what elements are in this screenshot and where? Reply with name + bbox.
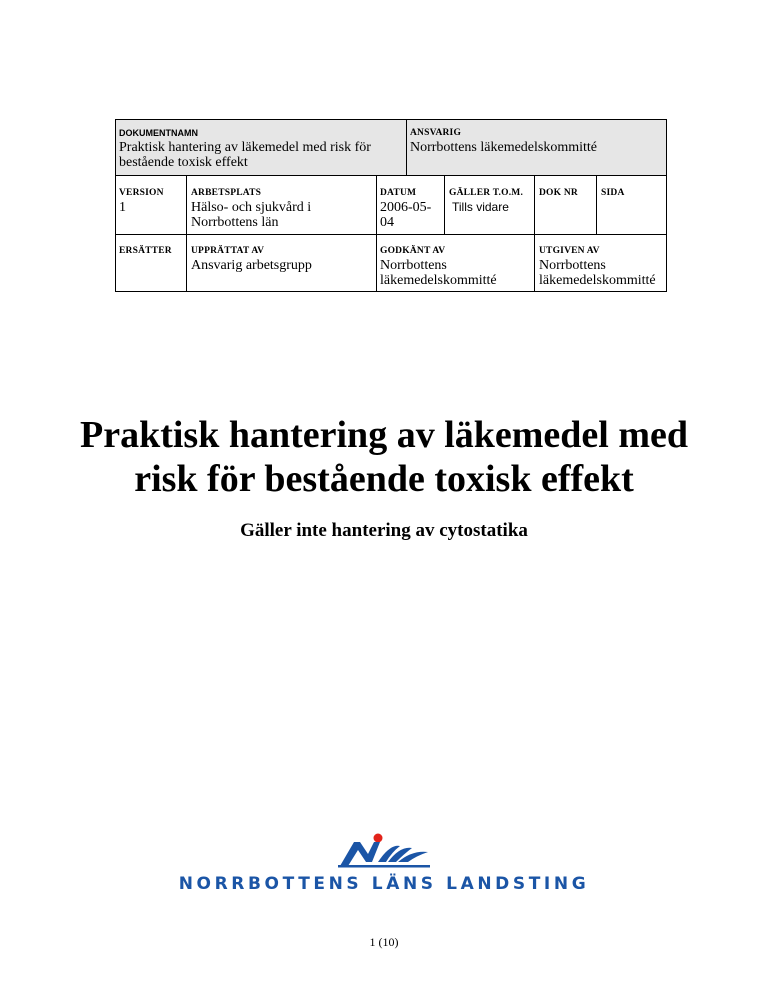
landsting-logo-text: NORRBOTTENS LÄNS LANDSTING [178,874,590,894]
table-border-row2 [115,234,667,235]
value-upprattat: Ansvarig arbetsgrupp [191,258,312,273]
document-title-line-1: Praktisk hantering av läkemedel med [80,414,688,456]
table-border-row1 [115,175,667,176]
row2-divider-2 [376,175,377,291]
label-upprattat: UPPRÄTTAT AV [191,246,265,256]
label-godkant: GODKÄNT AV [380,246,446,256]
label-sida: SIDA [601,188,625,198]
value-dokumentnamn: Praktisk hantering av läkemedel med risk för bestående toxisk effekt [119,140,371,170]
table-border-right [666,119,667,291]
value-version: 1 [119,200,126,215]
label-utgiven: UTGIVEN AV [539,246,600,256]
value-galler: Tills vidare [452,200,509,214]
cell-dokumentnamn [119,128,399,170]
table-border-left [115,119,116,291]
label-arbetsplats: ARBETSPLATS [191,188,262,198]
value-datum: 2006-05-04 [380,200,432,230]
cell-sida [601,188,663,200]
label-galler: GÄLLER T.O.M. [449,188,524,198]
landsting-logo-icon [338,832,430,875]
value-ansvarig: Norrbottens läkemedelskommitté [410,140,598,155]
value-arbetsplats: Hälso- och sjukvård i Norrbottens län [191,200,312,230]
label-datum: DATUM [380,188,417,198]
cell-ansvarig [410,128,660,155]
document-title [0,413,768,501]
cell-datum [380,188,442,230]
label-dokumentnamn: DOKUMENTNAMN [119,128,198,138]
cell-arbetsplats [191,188,373,230]
cell-godkant [380,246,530,288]
label-ansvarig: ANSVARIG [410,128,462,138]
page-number: 1 (10) [369,935,399,949]
cell-doknr [539,188,594,200]
document-title-line-2: risk för bestående toxisk effekt [134,458,634,500]
value-utgiven: Norrbottens läkemedelskommitté [539,258,656,288]
cell-galler [449,188,533,214]
row2-divider-4 [534,175,535,291]
cell-ersatter [119,246,183,258]
label-doknr: DOK NR [539,188,578,198]
table-border-top [115,119,667,120]
table-border-bottom [115,291,667,292]
row2-divider-1 [186,175,187,291]
value-godkant: Norrbottens läkemedelskommitté [380,258,497,288]
row1-divider [406,119,407,175]
document-subtitle: Gäller inte hantering av cytostatika [240,520,528,541]
label-version: VERSION [119,188,164,198]
cell-version [119,188,183,215]
cell-upprattat [191,246,373,273]
label-ersatter: ERSÄTTER [119,246,172,256]
row2-divider-3 [444,175,445,234]
row2-divider-5 [596,175,597,234]
cell-utgiven [539,246,665,288]
